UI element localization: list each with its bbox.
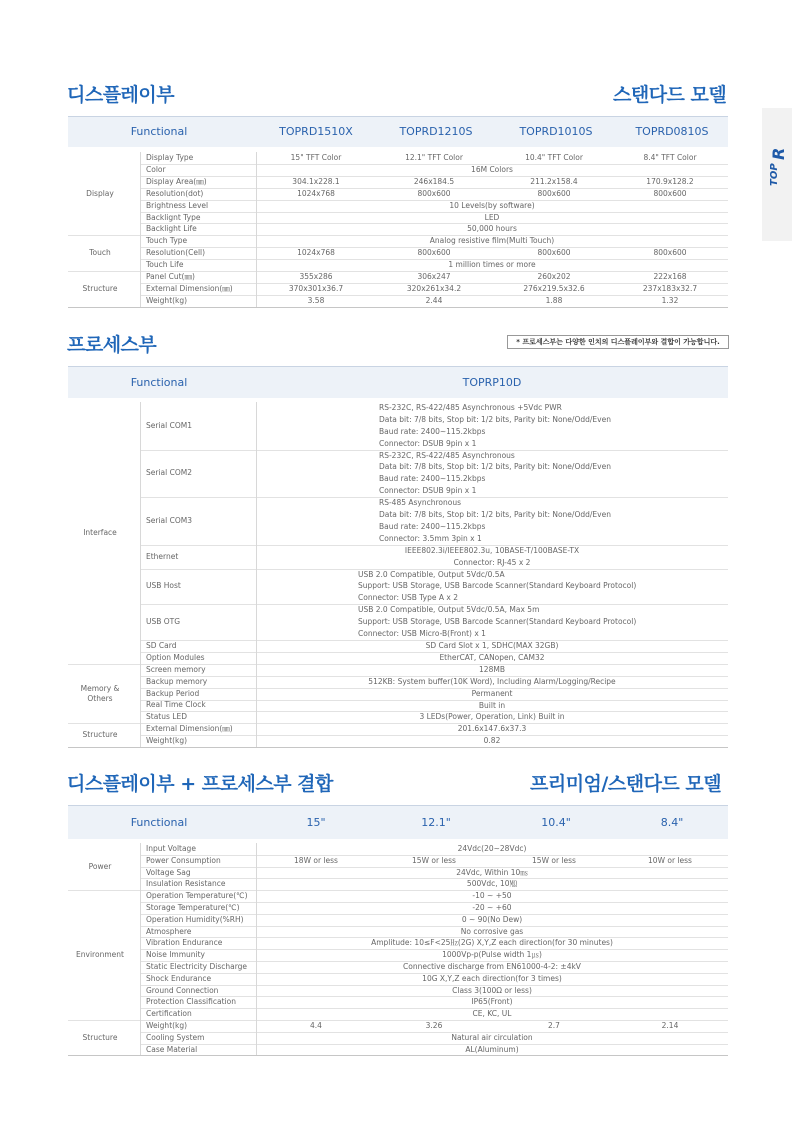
header-model-2: TOPRD1210S <box>399 125 473 138</box>
row-label: Backup memory <box>146 676 208 686</box>
row-label: Screen memory <box>146 664 206 674</box>
header-size-2: 12.1" <box>421 816 451 829</box>
table-bottom-border <box>68 747 728 748</box>
row-label: Backlight Life <box>146 224 197 234</box>
column-divider <box>256 843 257 1055</box>
row-divider <box>68 723 728 724</box>
row-value: 8.4" TFT Color <box>643 153 697 162</box>
row-label: Static Electricity Discharge <box>146 962 248 971</box>
header-model-3: TOPRD1010S <box>519 125 593 138</box>
row-label: Touch Life <box>146 260 184 270</box>
row-label: Color <box>146 164 166 174</box>
row-value-line: RS-232C, RS-422/485 Asynchronous +5Vdc PWR <box>379 403 562 412</box>
row-divider <box>140 1008 728 1009</box>
row-label: Panel Cut(㎜) <box>146 272 195 281</box>
row-value: -10 ~ +50 <box>472 891 512 901</box>
header-functional: Functional <box>130 376 188 389</box>
row-divider <box>140 223 728 224</box>
row-label: Protection Classification <box>146 997 236 1007</box>
svg-text:TOP: TOP <box>769 163 780 186</box>
row-divider <box>140 961 728 962</box>
row-value: 3.26 <box>425 1021 443 1030</box>
row-label: Operation Temperature(℃) <box>146 891 248 901</box>
row-value: 1.88 <box>545 295 563 305</box>
row-value: 3.58 <box>307 295 325 305</box>
row-divider <box>140 295 728 296</box>
row-value-line: Connector: DSUB 9pin x 1 <box>379 438 477 448</box>
row-value: 800x600 <box>537 188 571 198</box>
row-value-line: USB 2.0 Compatible, Output 5Vdc/0.5A <box>358 569 505 579</box>
row-value: 500Vdc, 10㏁ <box>466 879 518 889</box>
row-value-line: 0.82 <box>483 736 501 746</box>
row-value: 276x219.5x32.6 <box>523 283 585 293</box>
row-value: 320x261x34.2 <box>406 283 462 293</box>
row-value: 10 Levels(by software) <box>449 200 535 210</box>
row-value: 370x301x36.7 <box>288 283 344 293</box>
row-value-line: Connector: RJ-45 x 2 <box>453 557 531 567</box>
row-value-line: SD Card Slot x 1, SDHC(MAX 32GB) <box>425 641 559 650</box>
row-value-line: Baud rate: 2400~115.2kbps <box>379 426 486 436</box>
row-label: Option Modules <box>146 652 205 662</box>
row-divider <box>68 271 728 272</box>
row-label: Touch Type <box>146 236 188 246</box>
row-value-line: EtherCAT, CANopen, CAM32 <box>439 652 545 662</box>
display-table-header <box>68 116 728 147</box>
header-functional: Functional <box>130 816 188 829</box>
header-size-1: 15" <box>306 816 326 829</box>
row-divider <box>140 985 728 986</box>
row-value: 0 ~ 90(No Dew) <box>461 914 523 924</box>
row-value: 10W or less <box>648 855 692 865</box>
row-divider <box>68 664 728 665</box>
group-label: Interface <box>83 527 117 537</box>
row-divider <box>140 604 728 605</box>
row-value-line: Data bit: 7/8 bits, Stop bit: 1/2 bits, Parity bit: None/Odd/Even <box>379 510 611 520</box>
row-value-line: Connector: USB Micro-B(Front) x 1 <box>358 629 486 639</box>
row-divider <box>140 949 728 950</box>
row-divider <box>68 1020 728 1021</box>
header-model-1: TOPRD1510X <box>279 125 353 138</box>
row-divider <box>140 735 728 736</box>
column-divider <box>140 152 141 307</box>
group-label: Memory & Others <box>80 683 120 703</box>
row-divider <box>140 855 728 856</box>
svg-text:R: R <box>769 148 788 160</box>
row-label: Operation Humidity(%RH) <box>146 914 244 924</box>
row-divider <box>140 700 728 701</box>
table-bottom-border <box>68 307 728 308</box>
row-value: 24Vdc, Within 10㎳ <box>456 867 528 877</box>
row-value: 355x286 <box>299 272 333 281</box>
column-divider <box>256 152 257 307</box>
row-value-line: USB 2.0 Compatible, Output 5Vdc/0.5A, Max 5m <box>358 605 540 615</box>
row-label: External Dimension(㎜) <box>146 724 233 734</box>
row-value: Class 3(100Ω or less) <box>452 985 532 995</box>
row-label: Noise Immunity <box>146 950 205 960</box>
row-divider <box>140 867 728 868</box>
row-value: 222x168 <box>653 272 687 281</box>
row-label: Weight(kg) <box>146 736 188 746</box>
row-value: Natural air circulation <box>451 1032 533 1042</box>
row-label: Backup Period <box>146 688 200 698</box>
row-value-line: Data bit: 7/8 bits, Stop bit: 1/2 bits, Parity bit: None/Odd/Even <box>379 414 611 424</box>
group-label: Structure <box>82 1032 118 1042</box>
row-label: Weight(kg) <box>146 1021 188 1030</box>
process-note: * 프로세스부는 다양한 인치의 디스플레이부와 결합이 가능합니다. <box>507 335 729 349</box>
row-label: Resolution(Cell) <box>146 248 206 258</box>
row-value: 12.1" TFT Color <box>405 153 463 162</box>
row-label: Real Time Clock <box>146 700 206 710</box>
row-value: 304.1x228.1 <box>292 176 340 186</box>
row-divider <box>140 914 728 915</box>
row-value: 15" TFT Color <box>290 153 342 162</box>
row-label: Ethernet <box>146 551 179 561</box>
header-size-4: 8.4" <box>660 816 684 829</box>
row-label: Case Material <box>146 1044 198 1054</box>
row-value-line: Built in <box>478 700 506 710</box>
group-label: Touch <box>89 248 111 258</box>
row-value: No corrosive gas <box>460 926 524 936</box>
column-divider <box>140 402 141 747</box>
header-functional: Functional <box>130 125 188 138</box>
row-value-line: Data bit: 7/8 bits, Stop bit: 1/2 bits, Parity bit: None/Odd/Even <box>379 462 611 472</box>
row-value: 211.2x158.4 <box>530 176 578 186</box>
group-label: Structure <box>82 730 118 740</box>
row-value: -20 ~ +60 <box>472 903 512 912</box>
row-label: SD Card <box>146 640 177 650</box>
row-value-line: Baud rate: 2400~115.2kbps <box>379 474 486 484</box>
row-value: 1024x768 <box>297 248 335 258</box>
row-value-line: Permanent <box>471 688 513 698</box>
row-value: 237x183x32.7 <box>642 283 698 293</box>
row-label: Input Voltage <box>146 844 196 853</box>
combined-section-subtitle: 프리미엄/스탠다드 모델 <box>530 773 722 795</box>
row-value: Amplitude: 10≤F<25㎐(2G) X,Y,Z each direction(for 30 minutes) <box>371 938 613 948</box>
row-label: Brightness Level <box>146 200 209 210</box>
row-label: Vibration Endurance <box>146 938 223 948</box>
row-value: 1.32 <box>661 295 679 305</box>
combined-table-header <box>68 805 728 839</box>
row-label: Backlignt Type <box>146 212 201 222</box>
row-value: 1000Vp-p(Pulse width 1㎲) <box>442 950 542 960</box>
row-label: External Dimension(㎜) <box>146 283 233 293</box>
row-divider <box>140 176 728 177</box>
row-value: 10G X,Y,Z each direction(for 3 times) <box>422 973 562 983</box>
row-value: IP65(Front) <box>471 997 513 1007</box>
row-value: 18W or less <box>294 855 338 865</box>
row-divider <box>140 200 728 201</box>
row-label: Display Area(㎜) <box>146 176 207 186</box>
row-divider <box>140 996 728 997</box>
row-label: Status LED <box>146 712 187 722</box>
group-label: Power <box>88 861 112 871</box>
row-divider <box>140 188 728 189</box>
row-label: Insulation Resistance <box>146 879 226 889</box>
row-value: 800x600 <box>417 248 451 258</box>
row-value: 170.9x128.2 <box>646 176 694 186</box>
row-value: Analog resistive film(Multi Touch) <box>429 236 555 246</box>
row-divider <box>140 937 728 938</box>
process-section-title: 프로세스부 <box>67 334 157 356</box>
row-divider <box>140 688 728 689</box>
column-divider <box>140 843 141 1055</box>
row-divider <box>140 497 728 498</box>
header-size-3: 10.4" <box>541 816 571 829</box>
row-value-line: Baud rate: 2400~115.2kbps <box>379 521 486 531</box>
row-divider <box>140 283 728 284</box>
header-model-4: TOPRD0810S <box>635 125 709 138</box>
row-value: 800x600 <box>417 188 451 198</box>
row-divider <box>140 926 728 927</box>
row-label: Serial COM3 <box>146 515 192 525</box>
row-label: Resolution(dot) <box>146 188 204 198</box>
row-value-line: RS-232C, RS-422/485 Asynchronous <box>379 450 515 460</box>
row-label: Serial COM1 <box>146 420 192 430</box>
row-value-line: Support: USB Storage, USB Barcode Scanner(Standard Keyboard Protocol) <box>358 617 637 627</box>
row-label: Atmosphere <box>146 926 192 936</box>
row-label: Display Type <box>146 153 194 162</box>
row-value: 2.7 <box>548 1021 560 1030</box>
row-divider <box>140 902 728 903</box>
row-value: 16M Colors <box>471 164 513 174</box>
row-divider <box>140 569 728 570</box>
row-value-line: 128MB <box>479 664 505 674</box>
row-value: 246x184.5 <box>413 176 455 186</box>
group-label: Structure <box>82 283 118 293</box>
row-divider <box>140 545 728 546</box>
row-divider <box>140 247 728 248</box>
process-table-header <box>68 366 728 398</box>
row-value: 800x600 <box>537 248 571 258</box>
display-section-subtitle: 스탠다드 모델 <box>613 84 727 106</box>
group-label: Environment <box>76 950 124 960</box>
row-value-line: Connector: USB Type A x 2 <box>358 593 458 603</box>
table-bottom-border <box>68 1055 728 1056</box>
row-divider <box>140 640 728 641</box>
row-divider <box>140 1044 728 1045</box>
group-label: Display <box>86 188 114 198</box>
row-label: Cooling System <box>146 1032 205 1042</box>
combined-section-title: 디스플레이부 + 프로세스부 결합 <box>67 773 333 795</box>
row-label: Ground Connection <box>146 985 219 995</box>
row-value: 800x600 <box>653 248 687 258</box>
row-value: 15W or less <box>412 855 456 865</box>
row-divider <box>68 890 728 891</box>
row-value: AL(Aluminum) <box>465 1044 519 1054</box>
row-label: Certification <box>146 1009 192 1019</box>
row-divider <box>140 676 728 677</box>
row-divider <box>140 259 728 260</box>
row-divider <box>140 164 728 165</box>
row-value: 1024x768 <box>297 188 335 198</box>
row-value: 800x600 <box>653 188 687 198</box>
row-divider <box>140 450 728 451</box>
row-value: 1 million times or more <box>448 260 536 270</box>
row-label: Serial COM2 <box>146 468 192 478</box>
row-value: LED <box>484 212 500 222</box>
row-value: 15W or less <box>532 855 576 865</box>
row-divider <box>140 711 728 712</box>
row-value-line: Support: USB Storage, USB Barcode Scanner(Standard Keyboard Protocol) <box>358 581 637 591</box>
row-value-line: RS-485 Asynchronous <box>379 498 461 508</box>
row-value: 306x247 <box>417 272 451 281</box>
row-label: Power Consumption <box>146 855 221 865</box>
row-divider <box>140 652 728 653</box>
row-divider <box>68 235 728 236</box>
row-value-line: IEEE802.3i/IEEE802.3u, 10BASE-T/100BASE-TX <box>404 545 580 555</box>
row-divider <box>140 973 728 974</box>
row-value: 10.4" TFT Color <box>525 153 583 162</box>
row-divider <box>140 878 728 879</box>
row-value-line: Connector: 3.5mm 3pin x 1 <box>379 533 482 543</box>
row-value: 2.44 <box>425 295 443 305</box>
row-value-line: 512KB: System buffer(10K Word), Including Alarm/Logging/Recipe <box>368 676 616 686</box>
row-label: Voltage Sag <box>146 867 191 877</box>
row-value: 260x202 <box>537 272 571 281</box>
row-value: CE, KC, UL <box>472 1009 512 1019</box>
row-label: USB OTG <box>146 617 181 627</box>
row-value: Connective discharge from EN61000-4-2: ±4kV <box>403 962 581 971</box>
row-divider <box>140 1032 728 1033</box>
row-value: 50,000 hours <box>467 224 517 234</box>
row-value: 24Vdc(20~28Vdc) <box>457 844 527 853</box>
row-divider <box>140 212 728 213</box>
row-label: Storage Temperature(℃) <box>146 903 240 912</box>
row-value-line: 3 LEDs(Power, Operation, Link) Built in <box>419 712 565 722</box>
row-value: 4.4 <box>310 1021 322 1030</box>
display-section-title: 디스플레이부 <box>67 84 175 106</box>
row-label: Shock Endurance <box>146 973 212 983</box>
row-value: 2.14 <box>661 1021 679 1030</box>
row-value-line: 201.6x147.6x37.3 <box>457 724 527 734</box>
column-divider <box>256 402 257 747</box>
row-label: USB Host <box>146 581 181 591</box>
header-process-model: TOPRP10D <box>462 376 522 389</box>
row-label: Weight(kg) <box>146 295 188 305</box>
row-value-line: Connector: DSUB 9pin x 1 <box>379 486 477 496</box>
